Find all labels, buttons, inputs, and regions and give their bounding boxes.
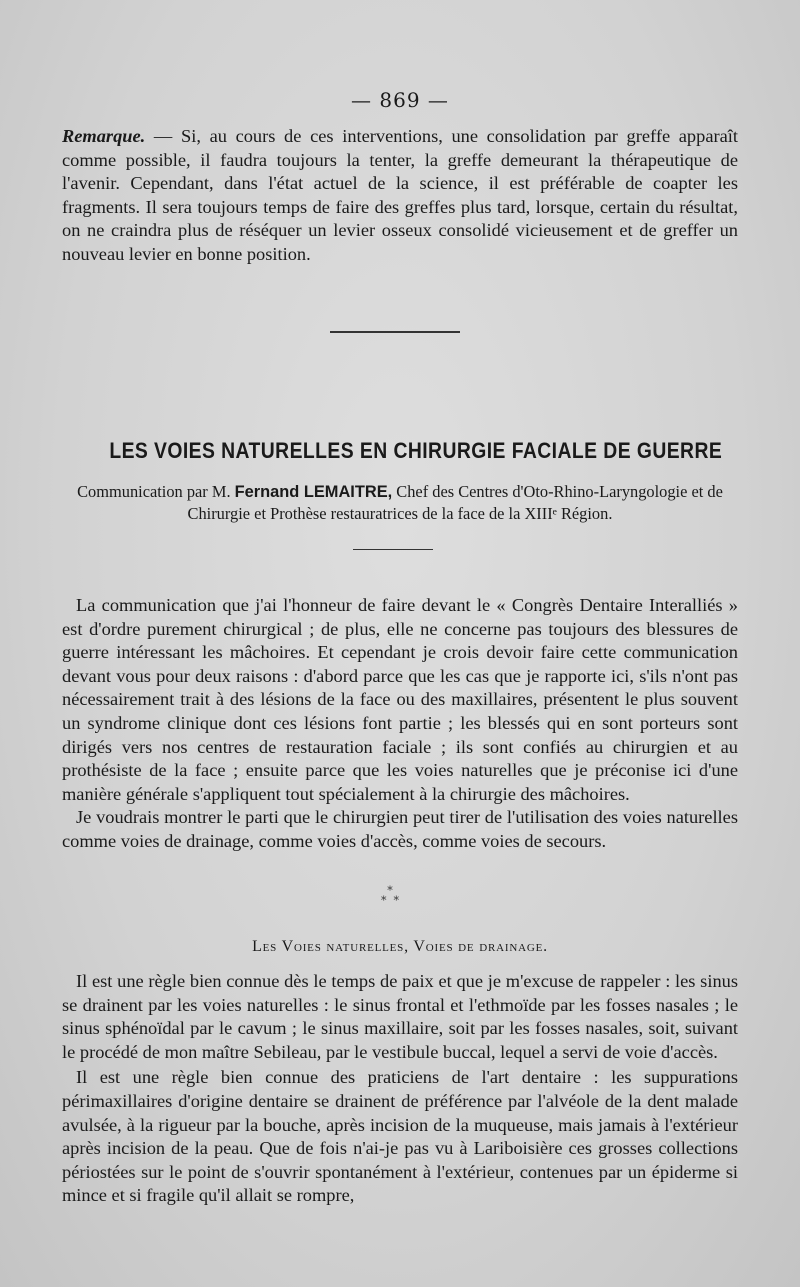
byline-suffix: Chef des Centres d'Oto-Rhino-Laryngologie et de Chirurgie et Prothèse restauratrices de la face de la XIIIᵉ Région. — [187, 482, 723, 523]
page-number: — 869 — — [351, 88, 449, 112]
remark-text: — Si, au cours de ces interventions, une consolidation par greffe apparaît comme possible, il faudra toujours la tenter, la greffe demeurant la thérapeutique de l'avenir. Cependant, dans l'état actuel de la science, il est préférable de coapter les fragments. Il sera toujours temps de faire des greffes plus tard, lorsque, certain du résultat, on ne craindra plus de réséquer un levier osseux consolidé vicieusement et de greffer un nouveau levier en bonne position. — [62, 126, 738, 264]
short-separator-rule — [353, 549, 433, 550]
intro-paragraph: Je voudrais montrer le parti que le chirurgien peut tirer de l'utilisation des voies naturelles comme voies de drainage, comme voies d'accès, comme voies de secours. — [62, 807, 738, 851]
article-byline — [50, 481, 750, 524]
asterism-star: * — [387, 884, 393, 897]
author-name: Fernand LEMAITRE, — [234, 483, 393, 501]
asterism-star: * * — [381, 894, 399, 907]
separator-rule — [330, 331, 460, 333]
section-paragraph: Il est une règle bien connue dès le temps de paix et que je m'excuse de rappeler : les sinus se drainent par les voies naturelles : le sinus frontal et l'ethmoïde par les fosses nasales ; le sinus sphénoïdal par le cavum ; le sinus maxillaire, soit par les fosses nasales, soit, suivant le procédé de mon maître Sebileau, par le vestibule buccal, lequel a servi de voie d'accès. — [62, 971, 738, 1062]
byline-prefix: Communication par M. — [77, 482, 235, 501]
section-body — [62, 970, 738, 1210]
remark-paragraph — [62, 125, 738, 267]
article-title: LES VOIES NATURELLES EN CHIRURGIE FACIALE DE GUERRE — [109, 438, 723, 463]
section-paragraph: Il est une règle bien connue des praticiens de l'art dentaire : les suppurations périmaxillaires d'origine dentaire se drainent de préférence par l'alvéole de la dent malade avulsée, à la rigueur par la bouche, après incision de la muqueuse, mais jamais à l'extérieur après incision de la peau. Que de fois n'ai-je pas vu à Lariboisière ces grosses collections périostées sur le point de s'ouvrir spontanément à l'extérieur, contenues par un épiderme si mince et si fragile qu'il allait se rompre, — [62, 1067, 738, 1206]
asterism-separator — [370, 886, 410, 906]
intro-section — [62, 594, 738, 854]
section-heading: Les Voies naturelles, Voies de drainage. — [252, 938, 548, 955]
remark-lead: Remarque. — [62, 126, 146, 146]
intro-paragraph: La communication que j'ai l'honneur de faire devant le « Congrès Dentaire Interalliés » est d'ordre purement chirurgical ; de plus, elle ne concerne pas toujours des blessures de guerre intéressant les mâchoires. Et cependant je crois devoir faire cette communication devant vous pour deux raisons : d'abord parce que les cas que je rapporte ici, s'ils n'ont pas nécessairement trait à des lésions de la face ou des maxillaires, présentent le plus souvent un syndrome clinique dont ces lésions font partie ; les blessés qui en sont porteurs sont dirigés vers nos centres de restauration faciale ; ils sont confiés au chirurgien et au prothésiste de la face ; ensuite parce que les voies naturelles que je préconise ici d'une manière générale s'appliquent tout spécialement à la chirurgie des mâchoires. — [62, 595, 738, 804]
